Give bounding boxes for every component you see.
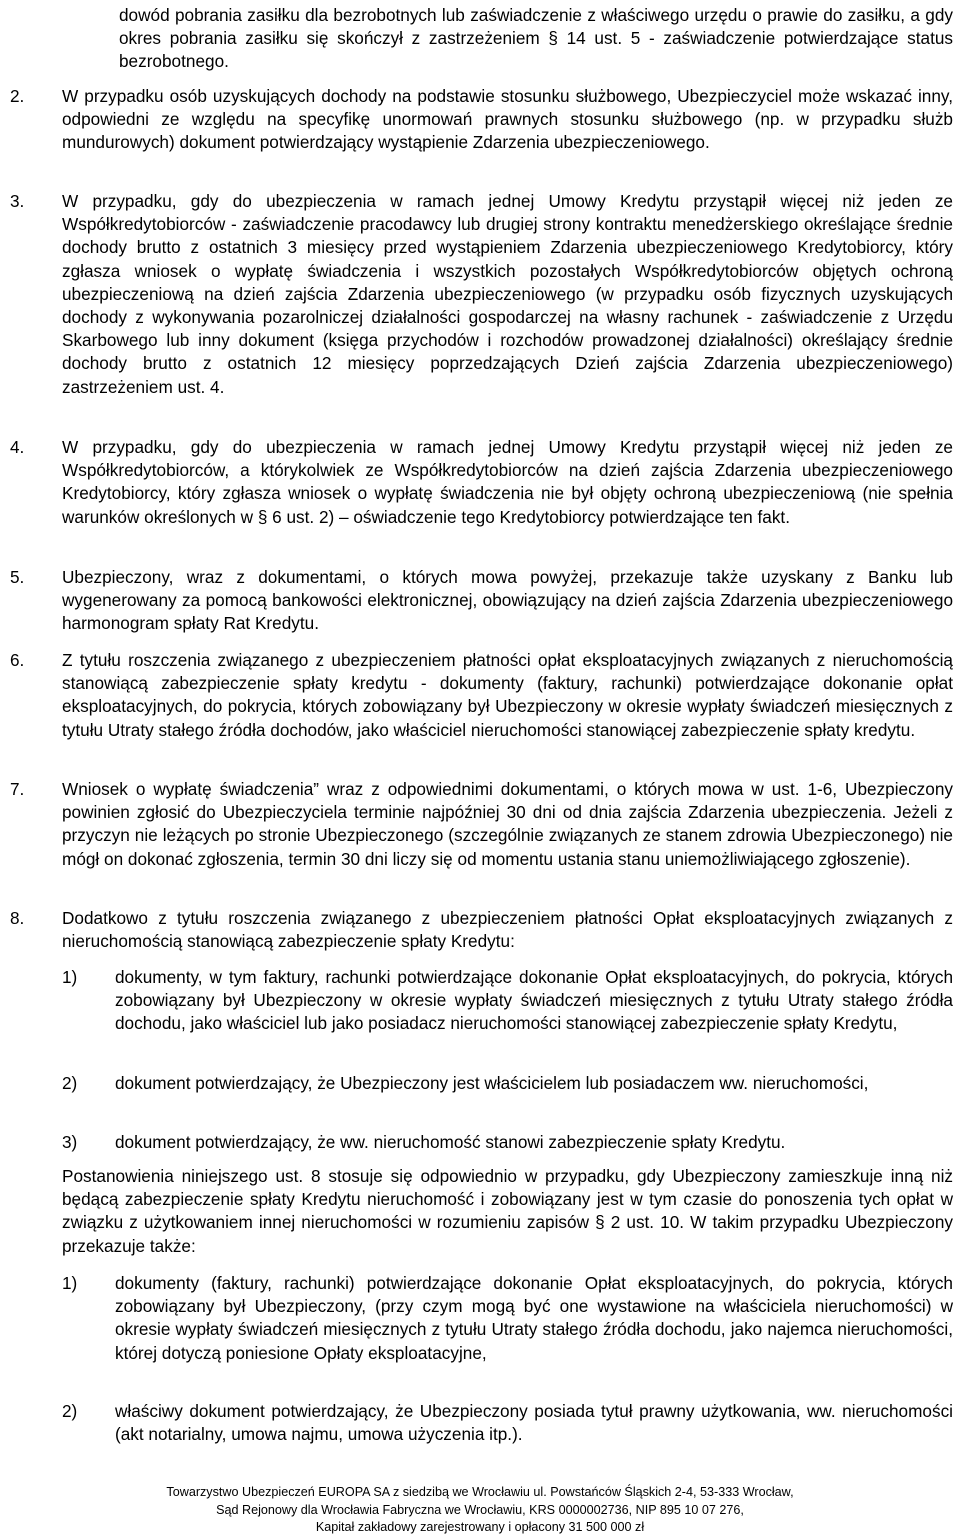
- subitem-number: 1): [62, 1273, 78, 1293]
- item-number: 2.: [10, 86, 25, 106]
- item-text: W przypadku, gdy do ubezpieczenia w ramach jednej Umowy Kredytu przystąpił więcej niż jeden ze Współkredytobiorców, a którykolwiek ze Współkredytobiorców na dzień zajścia Zdarzenia ubezpieczeniowego Kredytobiorcy, który zgłasza wniosek o wypłatę świadczenia nie był objęty ochroną ubezpieczeniową (nie spełnia warunków określonych w § 6 ust. 2) – oświadczenie tego Kredytobiorcy potwierdzające ten fakt.: [62, 437, 953, 527]
- item-text: W przypadku, gdy do ubezpieczenia w ramach jednej Umowy Kredytu przystąpił więcej niż jeden ze Współkredytobiorców - zaświadczenie pracodawcy lub drugiej strony kontraktu menedżerskiego określające średnie dochody brutto z ostatnich 3 miesięcy przed wystąpieniem Zdarzenia ubezpieczeniowego Kredytobiorcy, który zgłasza wniosek o wypłatę świadczenia i wszystkich pozostałych Współkredytobiorców objętych ochroną ubezpieczeniową na dzień zajścia Zdarzenia ubezpieczeniowego (w przypadku osób fizycznych uzyskujących dochody z wykonywania pozarolniczej działalności gospodarczej na własny rachunek - zaświadczenie z Urzędu Skarbowego lub inny dokument (księga przychodów i rozchodów prowadzonej działalności) określający średnie dochody brutto z ostatnich 12 miesięcy poprzedzających Dzień zajścia Zdarzenia ubezpieczeniowego) zastrzeżeniem ust. 4.: [62, 191, 953, 397]
- subitem-number: 2): [62, 1073, 78, 1093]
- subitem-number: 3): [62, 1132, 78, 1152]
- subitem-text: dokument potwierdzający, że Ubezpieczony jest właścicielem lub posiadaczem ww. nieruchomości,: [115, 1073, 869, 1093]
- subitem-number: 1): [62, 967, 78, 987]
- subitem-number: 2): [62, 1401, 78, 1421]
- item-text: Wniosek o wypłatę świadczenia” wraz z odpowiednimi dokumentami, o których mowa w ust. 1-6, Ubezpieczony powinien zgłosić do Ubezpieczyciela terminie najpóźniej 30 dni od dnia zajścia Zdarzenia ubezpieczenia. Jeżeli z przyczyn nie leżących po stronie Ubezpieczonego (szczególnie związanych ze stanem zdrowia Ubezpieczonego) nie mógł on dokonać zgłoszenia, termin 30 dni liczy się od momentu ustania stanu uniemożliwiającego zgłoszenie).: [62, 779, 953, 869]
- item-text: Dodatkowo z tytułu roszczenia związanego z ubezpieczeniem płatności Opłat eksploatacyjnych związanych z nieruchomością stanowiącą zabezpieczenie spłaty Kredytu:: [62, 908, 953, 952]
- subitem-text: dokumenty, w tym faktury, rachunki potwierdzające dokonanie Opłat eksploatacyjnych, do pokrycia, których zobowiązany był Ubezpieczony w okresie wypłaty świadczeń miesięcznych z tytułu Utraty stałego źródła dochodu, jako właściciel lub jako posiadacz nieruchomości stanowiącej zabezpieczenie spłaty Kredytu,: [115, 967, 953, 1034]
- item-text: Ubezpieczony, wraz z dokumentami, o których mowa powyżej, przekazuje także uzyskany z Banku lub wygenerowany za pomocą bankowości elektronicznej, obowiązujący na dzień zajścia Zdarzenia ubezpieczeniowego harmonogram spłaty Rat Kredytu.: [62, 567, 953, 634]
- item-text: Z tytułu roszczenia związanego z ubezpieczeniem płatności opłat eksploatacyjnych związanych z nieruchomością stanowiącą zabezpieczenie spłaty kredytu - dokumenty (faktury, rachunki) potwierdzające dokonanie opłat eksploatacyjnych, do pokrycia, których zobowiązany był Ubezpieczony w okresie wypłaty świadczeń miesięcznych z tytułu Utraty stałego źródła dochodów, jako właściciel nieruchomości stanowiącej zabezpieczenie spłaty kredytu.: [62, 650, 953, 740]
- subitem-text: dokumenty (faktury, rachunki) potwierdzające dokonanie Opłat eksploatacyjnych, do pokrycia, których zobowiązany był Ubezpieczony, (przy czym mogą być one wystawione na właściciela nieruchomości) w okresie wypłaty świadczeń miesięcznych z tytułu Utraty stałego źródła dochodu, jako najemca nieruchomości, której dotyczą poniesione Opłaty eksploatacyjne,: [115, 1273, 953, 1363]
- subitem-text: właściwy dokument potwierdzający, że Ubezpieczony posiada tytuł prawny użytkowania, ww. nieruchomości (akt notarialny, umowa najmu, umowa użyczenia itp.).: [115, 1401, 953, 1445]
- item-number: 6.: [10, 650, 25, 670]
- item-number: 5.: [10, 567, 25, 587]
- item-number: 8.: [10, 908, 25, 928]
- intro-paragraph: dowód pobrania zasiłku dla bezrobotnych lub zaświadczenie z właściwego urzędu o prawie do zasiłku, a gdy okres pobrania zasiłku się skończył z zastrzeżeniem § 14 ust. 5 - zaświadczenie potwierdzające status bezrobotnego.: [119, 5, 953, 72]
- item-text: W przypadku osób uzyskujących dochody na podstawie stosunku służbowego, Ubezpieczyciel może wskazać inny, odpowiedni ze względu na specyfikę unormowań prawnych stosunku służbowego (np. w przypadku służb mundurowych) dokument potwierdzający wystąpienie Zdarzenia ubezpieczeniowego.: [62, 86, 953, 153]
- item-number: 7.: [10, 779, 25, 799]
- item-number: 4.: [10, 437, 25, 457]
- note-paragraph: Postanowienia niniejszego ust. 8 stosuje się odpowiednio w przypadku, gdy Ubezpieczony zamieszkuje inną niż będącą zabezpieczenie spłaty Kredytu nieruchomość i zobowiązany jest w tym czasie do ponoszenia tych opłat w związku z użytkowaniem innej nieruchomości w rozumieniu zapisów § 2 ust. 10. W takim przypadku Ubezpieczony przekazuje także:: [62, 1166, 953, 1256]
- subitem-text: dokument potwierdzający, że ww. nieruchomość stanowi zabezpieczenie spłaty Kredytu.: [115, 1132, 786, 1152]
- page-footer: [0, 1484, 960, 1537]
- footer-line: Sąd Rejonowy dla Wrocławia Fabryczna we Wrocławiu, KRS 0000002736, NIP 895 10 07 276,: [216, 1502, 744, 1517]
- item-number: 3.: [10, 191, 25, 211]
- footer-line: Kapitał zakładowy zarejestrowany i opłacony 31 500 000 zł: [315, 1520, 645, 1534]
- footer-line: Towarzystwo Ubezpieczeń EUROPA SA z siedzibą we Wrocławiu ul. Powstańców Śląskich 2-4, 53-333 Wrocław,: [166, 1485, 794, 1499]
